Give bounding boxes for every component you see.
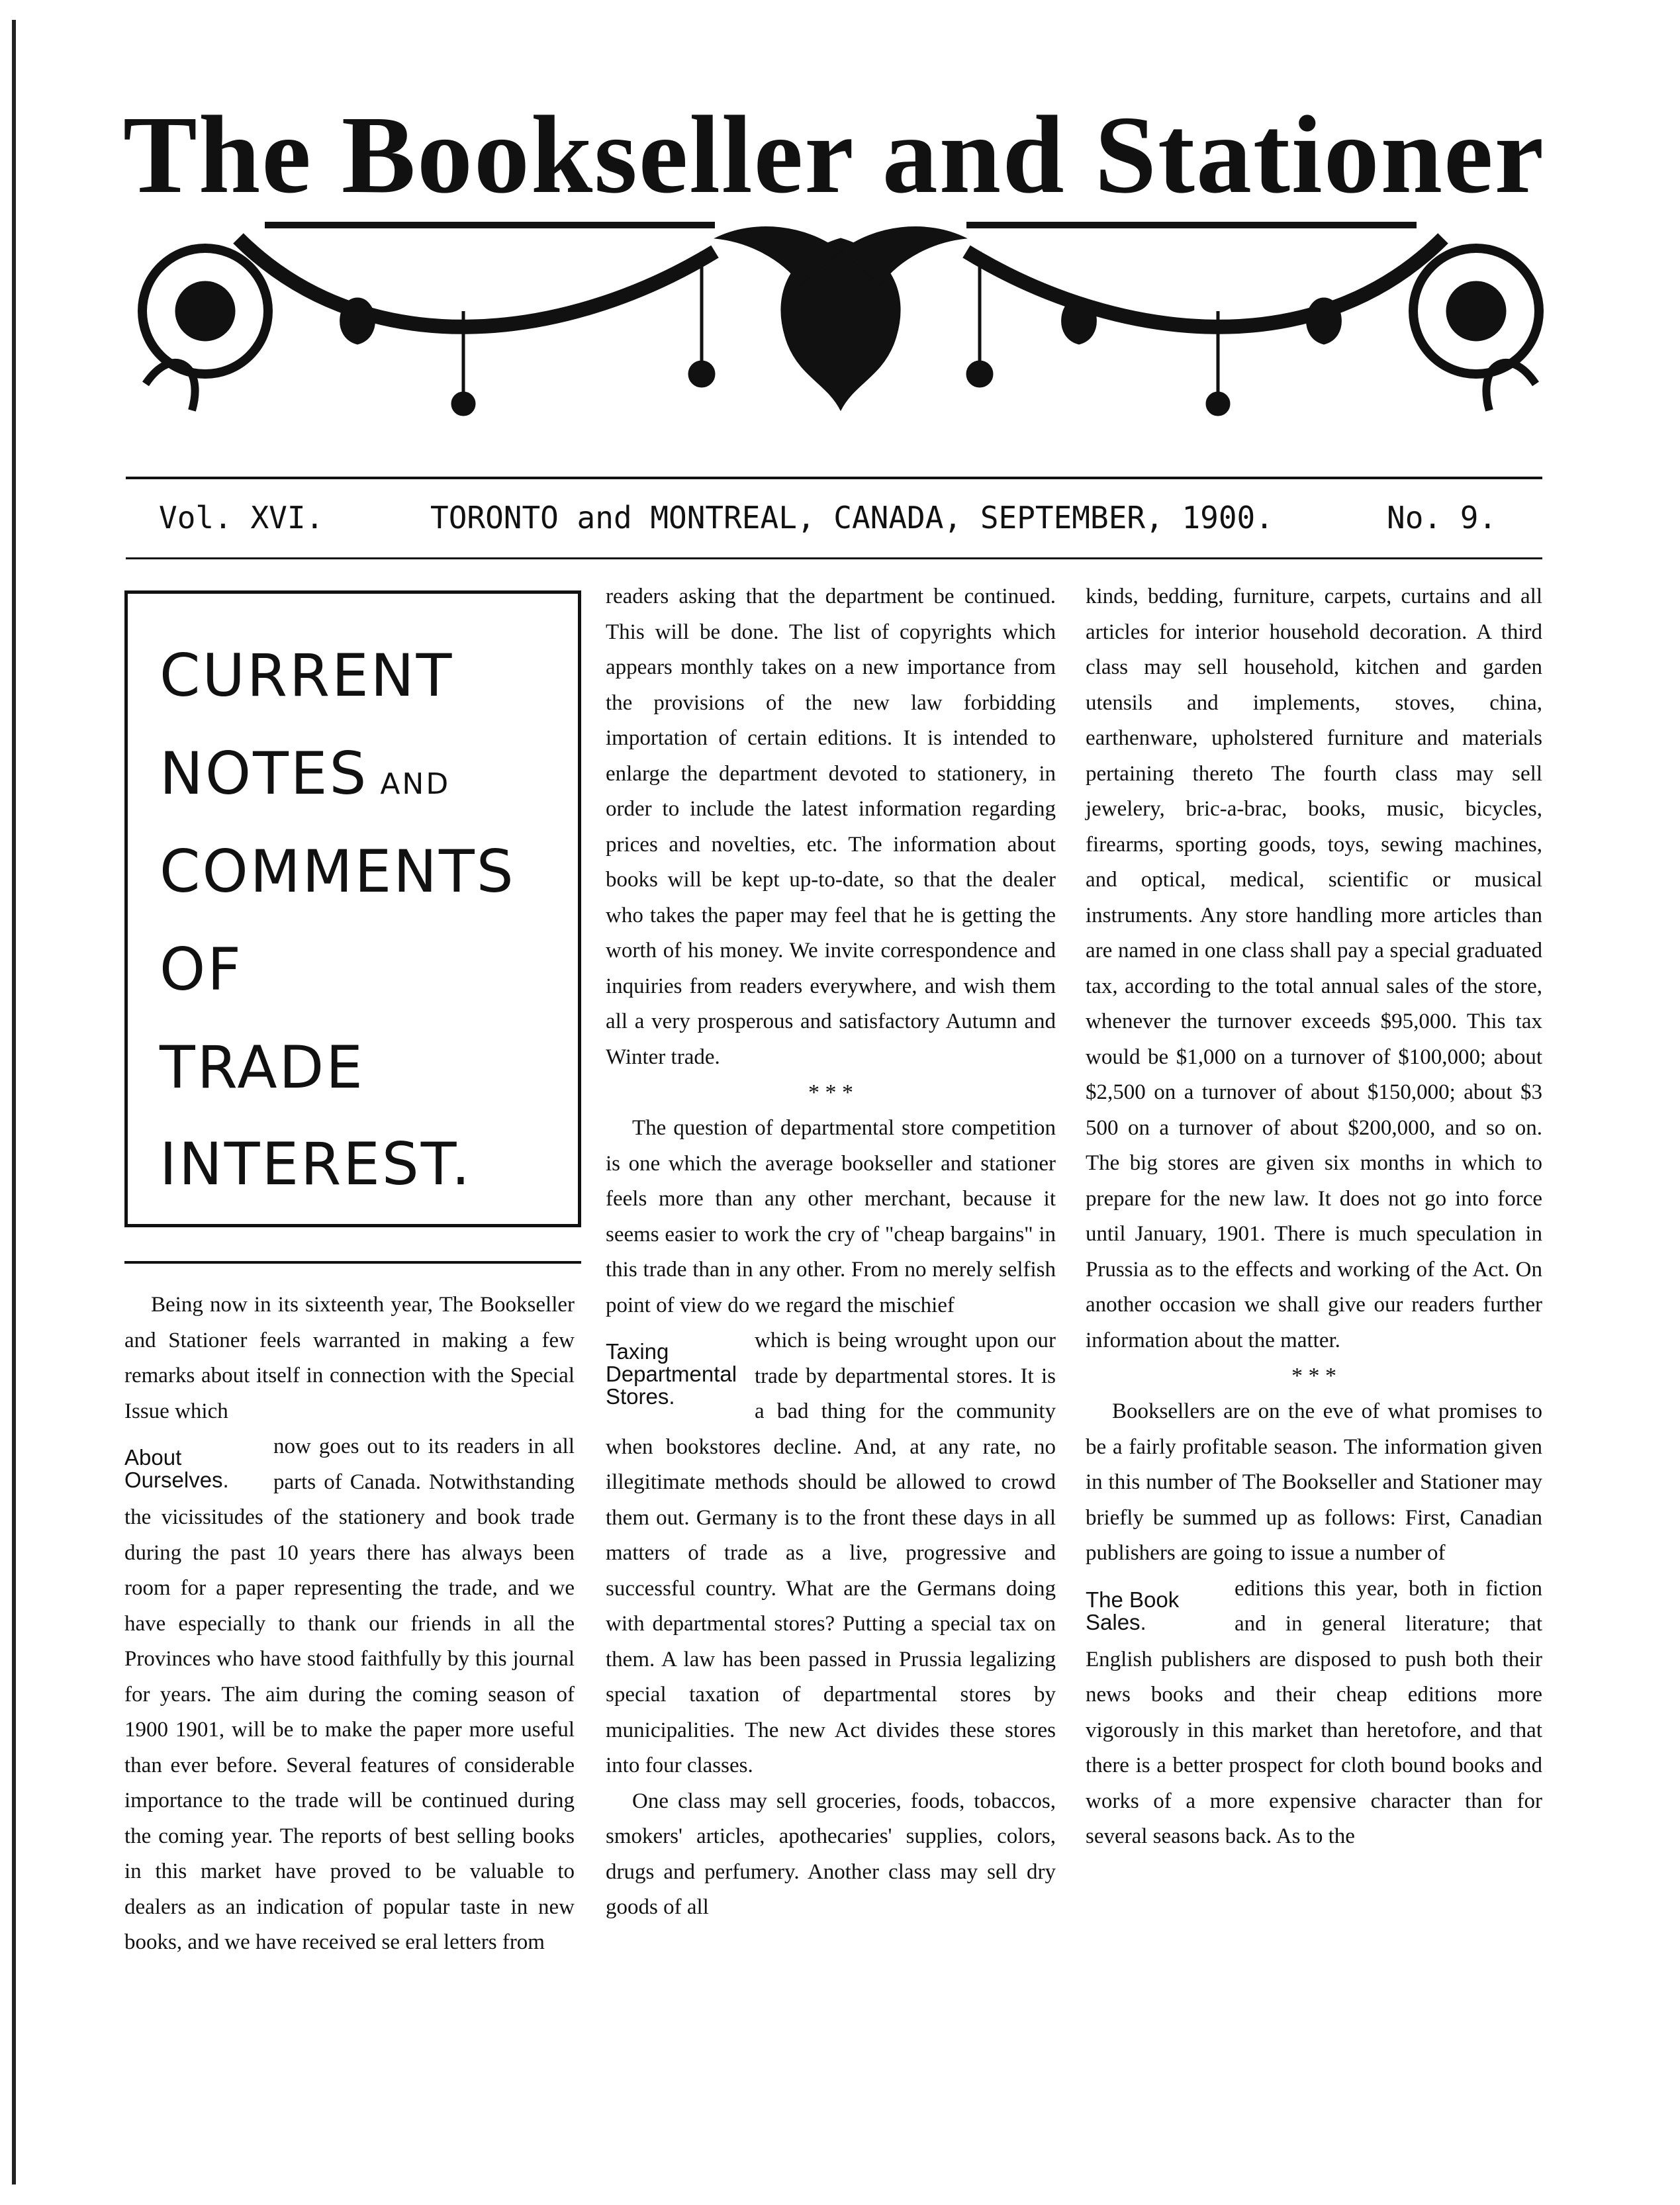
heading-line-notes	[160, 739, 451, 808]
page-edge-shadow	[12, 20, 16, 2184]
column3-para2-start: Booksellers are on the eve of what promises to be a fairly profitable season. The information given in this number of The Bookseller and Stationer may briefly be summed up as follows: First, Canadian publishers are going to issue a number of	[1086, 1399, 1542, 1565]
column2-para2-rest: which is being wrought upon our trade by departmental stores. It is a bad thing for the community when bookstores decline. And, at any rate, no illegitimate methods should be allowed to crowd them out. Germany is to the front these days in all matters of trade as a live, progressive and successful country. What are the Germans doing with departmental stores? Putting a special tax on them. A law has been passed in Prussia legalizing special taxation of departmental stores by municipalities. The new Act divides these stores into four classes.	[606, 1329, 1056, 1777]
column3-para2-rest: editions this year, both in fiction and in general literature; that English publishers are disposed to push both their news books and their cheap editions more vigorously in this market than heretofore, and that there is a better prospect for cloth bound books and works of a more expensive character than for several seasons back. As to the	[1086, 1576, 1542, 1848]
column1-para1-rest: now goes out to its readers in all parts of Canada. Notwithstanding the vicissitudes of the stationery and book trade during the past 10 years there has always been room for a paper representing the trade, and we have especially to thank our friends in all the Provinces who have stood faithfully by this journal for years. The aim during the coming season of 1900 1901, will be to make the paper more useful than ever before. Several features of considerable importance to the trade will be continued during the coming year. The reports of best selling books in this market have proved to be valuable to dealers as an indication of popular taste in new books, and we have received se eral letters from	[124, 1434, 575, 1954]
current-notes-heading-box	[124, 590, 581, 1227]
column2-para1: readers asking that the department be continued. This will be done. The list of copyrights which appears monthly takes on a new importance from the provisions of the new law forbidding importation of certain editions. It is intended to enlarge the department devoted to stationery, in order to include the latest information regarding prices and novelties, etc. The information about books will be kept up-to-date, so that the dealer who takes the paper may feel that he is getting the worth of his money. We invite correspondence and inquiries from readers everywhere, and wish them all a very prosperous and satisfactory Autumn and Winter trade.	[606, 585, 1056, 1069]
heading-line-trade: TRADE	[160, 1033, 365, 1102]
column-3	[1086, 579, 1542, 1855]
decorative-ornament-banner	[132, 212, 1549, 437]
heading-notes-word: NOTES	[160, 739, 369, 808]
column2-para2-start: The question of departmental store competition is one which the average bookseller and stationer feels more than any other merchant, because it seems easier to work the cry of "cheap bargains" in this trade than in any other. From no merely selfish point of view do we regard the mischief	[606, 1116, 1056, 1317]
heading-line-comments: COMMENTS	[160, 837, 516, 906]
column2-para3: One class may sell groceries, foods, tobaccos, smokers' articles, apothecaries' supplies, colors, drugs and perfumery. Another class may sell dry goods of all	[606, 1789, 1056, 1919]
column1-para1-start: Being now in its sixteenth year, The Bookseller and Stationer feels warranted in making a few remarks about itself in connection with the Special Issue which	[124, 1293, 575, 1423]
section-divider-stars: * * *	[1291, 1364, 1336, 1388]
side-head-about-ourselves: About Ourselves.	[124, 1445, 229, 1492]
heading-line-current: CURRENT	[160, 641, 454, 710]
issue-number-label: No. 9.	[1387, 500, 1497, 536]
top-rule	[126, 477, 1542, 479]
heading-line-of: OF	[160, 935, 243, 1004]
column3-para1: kinds, bedding, furniture, carpets, curtains and all articles for interior household decoration. A third class may sell household, kitchen and garden utensils and implements, stoves, china, earthenware, upholstered furniture and materials pertaining thereto The fourth class may sell jewelery, bric-a-brac, books, music, bicycles, firearms, sporting goods, toys, sewing machines, and optical, medical, scientific or musical instruments. Any store handling more articles than are named in one class shall pay a special graduated tax, according to the total annual sales of the store, whenever the turnover exceeds $95,000. This tax would be $1,000 on a turnover of $100,000; about $2,500 on a turnover of about $150,000; about $3 500 on a turnover of about $200,000, and so on. The big stores are given six months in which to prepare for the new law. It does not go into force until January, 1901. There is much speculation in Prussia as to the effects and working of the Act. On another occasion we shall give our readers further information about the matter.	[1086, 585, 1542, 1352]
heading-and-word: AND	[380, 767, 451, 801]
column-2	[606, 579, 1056, 1926]
volume-label: Vol. XVI.	[159, 500, 324, 536]
column1-heading-rule	[124, 1261, 581, 1264]
column-1	[124, 1288, 575, 1961]
dateline	[126, 500, 1542, 546]
side-head-the-book-sales: The Book Sales.	[1086, 1587, 1180, 1634]
place-date-label: TORONTO and MONTREAL, CANADA, SEPTEMBER, 1900.	[430, 500, 1274, 536]
heading-line-interest: INTEREST.	[160, 1130, 473, 1198]
section-divider-stars: * * *	[808, 1080, 853, 1105]
dateline-bottom-rule	[126, 557, 1542, 559]
side-head-taxing-departmental-stores: Taxing Departmental Stores.	[606, 1339, 737, 1409]
masthead-title: The Bookseller and Stationer	[122, 93, 1546, 216]
